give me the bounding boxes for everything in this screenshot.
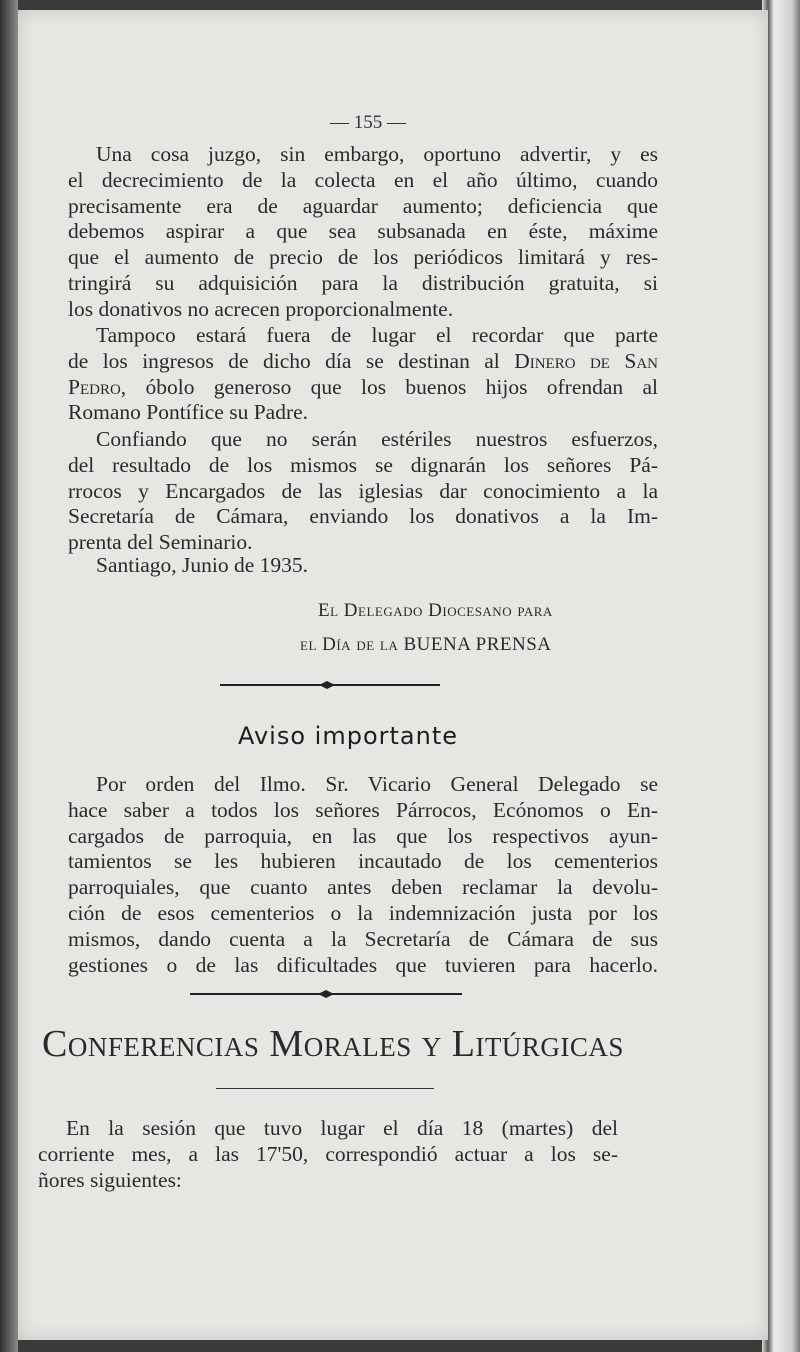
text-line: Santiago, Junio de 1935. xyxy=(96,553,308,577)
text-line: que el aumento de precio de los periódicos limitará y res- xyxy=(68,245,658,270)
text-line: Romano Pontífice su Padre. xyxy=(68,400,309,425)
page xyxy=(18,10,768,1340)
conferencias-heading: Conferencias Morales y Litúrgicas xyxy=(42,1023,624,1065)
signature-line-1: El Delegado Diocesano para xyxy=(318,600,553,621)
text-line: precisamente era de aguardar aumento; deficiencia que xyxy=(68,193,658,218)
text-line: tringirá su adquisición para la distribución gratuita, si xyxy=(68,270,658,295)
text-line: Por orden del Ilmo. Sr. Vicario General Delegado se xyxy=(96,772,658,796)
text-line: ñores siguientes: xyxy=(38,1167,182,1192)
text-line: rrocos y Encargados de las iglesias dar conocimiento a la xyxy=(68,478,658,503)
aviso-heading: Aviso importante xyxy=(237,722,459,750)
text-line: cargados de parroquia, en las que los respectivos ayun- xyxy=(68,823,658,848)
text-line: el decrecimiento de la colecta en el año último, cuando xyxy=(68,167,658,192)
text-line: tamientos se les hubieren incautado de los cementerios xyxy=(68,849,658,874)
text-run: , óbolo generoso que los buenos hijos ofrendan al xyxy=(120,374,658,399)
text-line: del resultado de los mismos se dignarán los señores Pá- xyxy=(68,452,658,477)
text-line: Una cosa juzgo, sin embargo, oportuno advertir, y es xyxy=(96,142,658,166)
text-line: Confiando que no serán estériles nuestros esfuerzos, xyxy=(96,427,658,451)
paragraph-1 xyxy=(68,142,658,323)
text-line: los donativos no acrecen proporcionalmente. xyxy=(68,296,454,321)
text-line: debemos aspirar a que sea subsanada en éste, máxime xyxy=(68,219,658,244)
text-line xyxy=(68,375,658,401)
text-line: parroquiales, que cuanto antes deben reclamar la devolu- xyxy=(68,875,658,900)
text-line: gestiones o de las dificultades que tuvieren para hacerlo. xyxy=(68,952,658,977)
paragraph-2 xyxy=(68,323,658,426)
small-caps-run: Dinero de San xyxy=(514,348,658,373)
place-date xyxy=(68,553,658,579)
thin-rule xyxy=(216,1088,434,1089)
paragraph-3 xyxy=(68,427,658,556)
text-line: corriente mes, a las 17'50, correspondió actuar a los se- xyxy=(38,1141,618,1166)
text-line: ción de esos cementerios o la indemnización justa por los xyxy=(68,900,658,925)
text-line: prenta del Seminario. xyxy=(68,530,253,555)
text-line: hace saber a todos los señores Párrocos, Ecónomos o En- xyxy=(68,797,658,822)
small-caps-run: Pedro xyxy=(68,374,121,399)
signature-line-2: el Día de la BUENA PRENSA xyxy=(300,634,552,655)
text-line: En la sesión que tuvo lugar el día 18 (martes) del xyxy=(66,1116,618,1140)
text-line: Tampoco estará fuera de lugar el recordar que parte xyxy=(96,323,658,347)
conferencias-paragraph xyxy=(38,1116,618,1193)
text-run: de los ingresos de dicho día se destinan al xyxy=(68,348,515,373)
page-number: — 155 — xyxy=(330,112,406,133)
text-line xyxy=(68,349,658,375)
book-spine-shadow xyxy=(0,0,18,1352)
text-line: Secretaría de Cámara, enviando los donativos a la Im- xyxy=(68,504,658,529)
aviso-paragraph xyxy=(68,772,658,978)
text-line: mismos, dando cuenta a la Secretaría de Cámara de sus xyxy=(68,926,658,951)
